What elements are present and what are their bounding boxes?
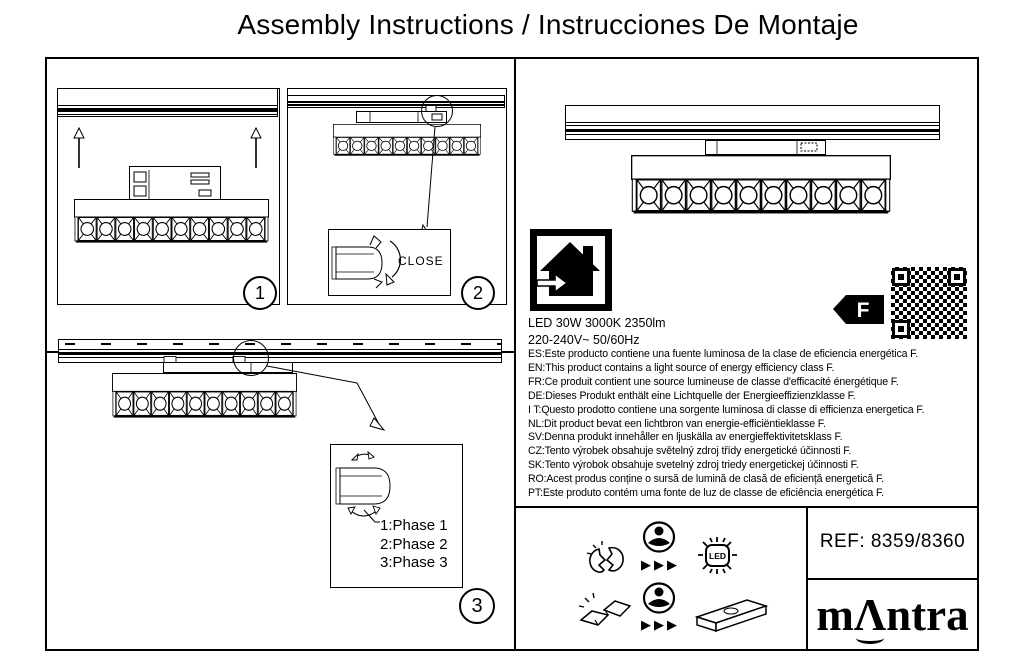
- spec-line-1: LED 30W 3000K 2350lm: [528, 316, 666, 330]
- language-line-it: I T:Questo prodotto contiene una sorgente luminosa di classe di efficienza energetica F.: [528, 403, 925, 416]
- driver-module-icon: [687, 595, 771, 635]
- led-module-drawing: [631, 155, 891, 214]
- language-line-nl: NL:Dit product bevat een lichtbron van energie-efficiëntieklasse F.: [528, 417, 826, 430]
- close-label: CLOSE: [398, 254, 444, 268]
- step-2-number: 2: [472, 282, 483, 303]
- qr-finder: [892, 268, 910, 286]
- qr-finder: [948, 268, 966, 286]
- brand-suffix: ntra: [886, 589, 969, 640]
- step-1-badge: [243, 276, 277, 310]
- step-3-badge: [459, 588, 495, 624]
- track-rail-drawing: [57, 88, 278, 117]
- led-module-icon: [692, 536, 742, 576]
- language-line-en: EN:This product contains a light source of energy efficiency class F.: [528, 361, 835, 374]
- brand-caret-wrap: [854, 589, 886, 641]
- triple-arrow-icon: ▶▶▶: [641, 617, 680, 632]
- main-vertical-divider: [514, 57, 516, 651]
- up-arrow-icon: [73, 127, 85, 169]
- technician-icon: [642, 582, 676, 614]
- language-line-ro: RO:Acest produs conține o sursă de lumină de clasă de eficiență energetică F.: [528, 473, 884, 486]
- language-line-sk: SK:Tento výrobok obsahuje svetelný zdroj triedy energetickej účinnosti F.: [528, 459, 859, 472]
- phase-label: 1:Phase 1: [380, 517, 448, 534]
- brand-box: [808, 580, 977, 649]
- product-specs: [528, 315, 666, 348]
- indoor-use-only-icon: [530, 229, 612, 311]
- panel-step-1: [57, 88, 280, 305]
- leader-arrow: [418, 125, 448, 240]
- phase-label: 2:Phase 2: [380, 535, 448, 553]
- detail-circle: [421, 95, 453, 127]
- energy-class-letter: F: [856, 299, 870, 322]
- brand-caret: Λ: [853, 589, 887, 640]
- track-adapter-drawing: [705, 140, 826, 155]
- broken-driver-icon: [577, 589, 631, 634]
- qr-code: [891, 267, 967, 339]
- brand-caret-arc: [856, 632, 884, 644]
- led-module-drawing: [74, 199, 269, 243]
- page-title: Assembly Instructions / Instrucciones De Montaje: [237, 9, 859, 40]
- language-line-sv: SV:Denna produkt innehåller en ljuskälla av energieffektivitetsklass F.: [528, 431, 843, 444]
- language-statements: [528, 348, 924, 501]
- brand-prefix: m: [816, 589, 854, 640]
- track-rail-drawing: [565, 105, 940, 140]
- broken-lamp-icon: [584, 540, 628, 577]
- phase-label: 3:Phase 3: [380, 554, 448, 572]
- step-2-badge: [461, 276, 495, 310]
- technician-icon: [642, 521, 676, 553]
- language-line-cz: CZ:Tento výrobek obsahuje světelný zdroj třídy energetické účinnosti F.: [528, 445, 852, 458]
- language-line-es: ES:Este producto contiene una fuente luminosa de la clase de eficiencia energética F.: [528, 348, 919, 360]
- qr-finder: [892, 320, 910, 338]
- energy-class-arrow: [832, 293, 885, 326]
- step-3-number: 3: [471, 594, 483, 617]
- language-line-fr: FR:Ce produit contient une source lumineuse de classe d'efficacité énergétique F.: [528, 375, 899, 388]
- step-1-number: 1: [254, 282, 265, 303]
- brand-logo: [816, 589, 968, 641]
- language-line-de: DE:Dieses Produkt enthält eine Lichtquelle der Energieeffizienzklasse F.: [528, 389, 856, 402]
- led-module-drawing: [333, 124, 481, 156]
- panel-step-2: [287, 88, 507, 305]
- language-line-pt: PT:Este produto contém uma fonte de luz de classe de eficiência energética F.: [528, 487, 884, 500]
- leader-arrow: [262, 358, 392, 442]
- ref-label: REF: 8359/8360: [819, 531, 966, 552]
- phase-labels: [380, 517, 448, 573]
- spec-line-2: 220-240V~ 50/60Hz: [528, 332, 640, 347]
- up-arrow-icon: [250, 127, 262, 169]
- triple-arrow-icon: ▶▶▶: [641, 557, 680, 572]
- ref-box: [808, 508, 977, 576]
- led-icon-label: LED: [709, 551, 726, 561]
